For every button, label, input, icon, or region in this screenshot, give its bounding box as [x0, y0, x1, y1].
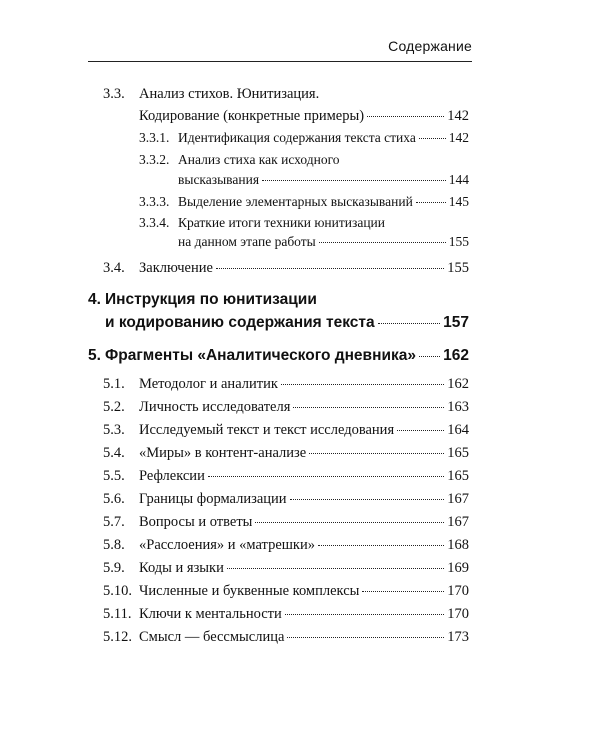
- toc-number: 5.10.: [103, 583, 132, 599]
- toc-number: 3.3.3.: [139, 194, 170, 209]
- leader-dots: [287, 637, 444, 638]
- toc-title: Границы формализации: [139, 491, 287, 507]
- toc-number: 3.3.: [103, 86, 125, 102]
- toc-number: 5.3.: [103, 422, 125, 438]
- toc-title: на данном этапе работы: [178, 234, 316, 249]
- leader-dots: [208, 476, 444, 477]
- leader-dots: [255, 522, 444, 523]
- toc-page-number: 155: [448, 234, 469, 249]
- toc-entry-5-3[interactable]: [103, 422, 469, 439]
- leader-dots: [309, 453, 444, 454]
- toc-number: 3.3.1.: [139, 130, 170, 145]
- toc-title: Вопросы и ответы: [139, 514, 253, 530]
- toc-number: 5.2.: [103, 399, 125, 415]
- toc-page-number: 145: [448, 194, 469, 209]
- leader-dots: [397, 430, 444, 431]
- toc-entry-5-10[interactable]: [103, 583, 469, 600]
- toc-number: 3.3.2.: [139, 152, 170, 167]
- toc-number: 5.5.: [103, 468, 125, 484]
- toc-entry-5-8[interactable]: [103, 537, 469, 554]
- leader-dots: [281, 384, 444, 385]
- toc-page-number: 164: [447, 422, 469, 438]
- toc-entry-5-2[interactable]: [103, 399, 469, 416]
- toc-number: 5.12.: [103, 629, 132, 645]
- toc-entry-5-4[interactable]: [103, 445, 469, 462]
- toc-title: Краткие итоги техники юнитизации: [178, 215, 386, 230]
- leader-dots: [319, 242, 446, 243]
- toc-number: 5.6.: [103, 491, 125, 507]
- toc-title: Анализ стиха как исходного: [178, 152, 340, 167]
- toc-page-number: 163: [447, 399, 469, 415]
- leader-dots: [262, 180, 446, 181]
- leader-dots: [378, 323, 441, 324]
- toc-page-number: 169: [447, 560, 469, 576]
- toc-page-number: 142: [448, 130, 469, 145]
- toc-entry-5-11[interactable]: [103, 606, 469, 623]
- toc-entry-5-5[interactable]: [103, 468, 469, 485]
- toc-chapter-5[interactable]: [88, 347, 469, 365]
- toc-entry-5-12[interactable]: [103, 629, 469, 646]
- toc-page-number: 165: [447, 468, 469, 484]
- toc-number: 5.1.: [103, 376, 125, 392]
- toc-page-number: 170: [447, 583, 469, 599]
- toc-title: Выделение элементарных высказываний: [178, 194, 413, 209]
- header-divider: [88, 61, 472, 62]
- toc-entry-5-1[interactable]: [103, 376, 469, 393]
- leader-dots: [216, 268, 444, 269]
- toc-entry-3-3-4-line2[interactable]: [178, 234, 469, 250]
- toc-number: 3.4.: [103, 260, 125, 276]
- leader-dots: [318, 545, 444, 546]
- toc-page-number: 167: [447, 491, 469, 507]
- toc-entry-3-3-line1[interactable]: [103, 86, 319, 103]
- leader-dots: [416, 202, 446, 203]
- leader-dots: [419, 356, 440, 357]
- toc-number: 5.9.: [103, 560, 125, 576]
- toc-title: Численные и буквенные комплексы: [139, 583, 360, 599]
- toc-title: Инструкция по юнитизации: [105, 291, 317, 308]
- toc-entry-3-4[interactable]: [103, 260, 469, 277]
- toc-title: Рефлексии: [139, 468, 205, 484]
- toc-title: Фрагменты «Аналитического дневника»: [105, 347, 416, 364]
- toc-title: Исследуемый текст и текст исследования: [139, 422, 395, 438]
- toc-number: 5.7.: [103, 514, 125, 530]
- toc-page-number: 144: [448, 172, 469, 187]
- toc-number: 5.: [88, 347, 101, 364]
- toc-title: Анализ стихов. Юнитизация.: [139, 86, 320, 102]
- toc-number: 5.8.: [103, 537, 125, 553]
- toc-title: Ключи к ментальности: [139, 606, 282, 622]
- toc-title: «Миры» в контент-анализе: [139, 445, 307, 461]
- toc-title: Заключение: [139, 260, 213, 276]
- toc-entry-3-3-4-line1[interactable]: [139, 215, 385, 231]
- toc-page-number: 165: [447, 445, 469, 461]
- toc-entry-3-3-line2[interactable]: [139, 108, 469, 125]
- toc-page-number: 162: [447, 376, 469, 392]
- toc-number: 5.4.: [103, 445, 125, 461]
- leader-dots: [285, 614, 445, 615]
- toc-chapter-4-line2[interactable]: [105, 314, 469, 332]
- toc-entry-3-3-2-line2[interactable]: [178, 172, 469, 188]
- toc-entry-3-3-2-line1[interactable]: [139, 152, 340, 168]
- toc-title: «Расслоения» и «матрешки»: [139, 537, 315, 553]
- toc-title: Кодирование (конкретные примеры): [139, 108, 365, 124]
- leader-dots: [293, 407, 444, 408]
- toc-number: 5.11.: [103, 606, 132, 622]
- toc-entry-3-3-3[interactable]: [139, 194, 469, 210]
- toc-title: Личность исследователя: [139, 399, 291, 415]
- leader-dots: [290, 499, 445, 500]
- toc-title: Идентификация содержания текста стиха: [178, 130, 416, 145]
- toc-page-number: 168: [447, 537, 469, 553]
- leader-dots: [367, 116, 444, 117]
- toc-entry-3-3-1[interactable]: [139, 130, 469, 146]
- leader-dots: [227, 568, 444, 569]
- toc-title: Методолог и аналитик: [139, 376, 278, 392]
- leader-dots: [362, 591, 444, 592]
- toc-chapter-4-line1[interactable]: [88, 291, 317, 309]
- toc-page-number: 155: [447, 260, 469, 276]
- toc-title: Коды и языки: [139, 560, 224, 576]
- toc-entry-5-9[interactable]: [103, 560, 469, 577]
- toc-page-number: 173: [447, 629, 469, 645]
- toc-entry-5-6[interactable]: [103, 491, 469, 508]
- toc-entry-5-7[interactable]: [103, 514, 469, 531]
- toc-page-number: 170: [447, 606, 469, 622]
- toc-page-number: 157: [443, 314, 469, 331]
- toc-page-number: 142: [447, 108, 469, 124]
- toc-title: Смысл — бессмыслица: [139, 629, 285, 645]
- running-header: Содержание: [388, 38, 472, 54]
- toc-title: и кодированию содержания текста: [105, 314, 375, 331]
- toc-number: 4.: [88, 291, 101, 308]
- leader-dots: [419, 138, 446, 139]
- toc-page-number: 167: [447, 514, 469, 530]
- toc-title: высказывания: [178, 172, 260, 187]
- toc-page-number: 162: [443, 347, 469, 364]
- toc-number: 3.3.4.: [139, 215, 170, 230]
